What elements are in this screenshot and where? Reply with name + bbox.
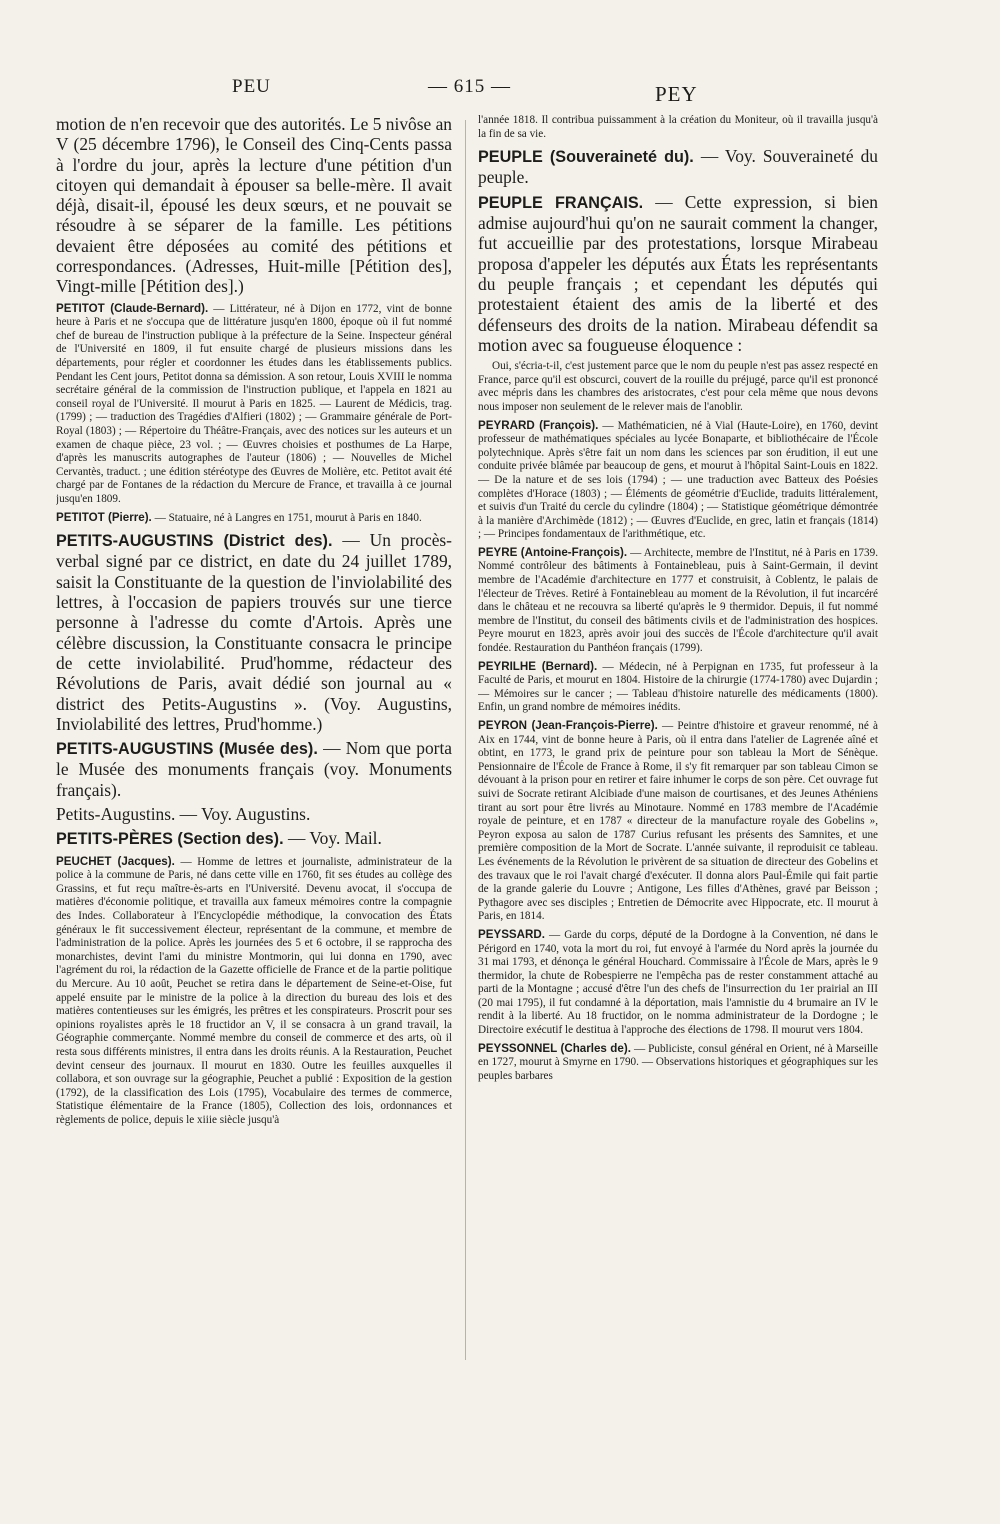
page-number: — 615 — <box>428 76 511 97</box>
dictionary-entry <box>56 828 452 849</box>
right-column <box>478 114 878 1384</box>
entry-text: — Voy. Souveraineté du peuple. <box>478 146 878 188</box>
dictionary-entry <box>478 192 878 355</box>
running-head-right: PEY <box>655 82 698 106</box>
entry-text: — Peintre d'histoire et graveur renommé, né à Aix en 1744, vint de bonne heure à Paris, où il entra dans l'atelier de Lagrenée aîné et obtint, en 1773, le grand prix de peinture pour son tableau la Mort de Sénèque. Pensionnaire de l'École de France à Rome, il s'y fit remarquer par son tableau Cimon se dévouant à la prison pour en retirer et faire inhumer le corps de son père. Cet ouvrage fut suivi de Socrate retirant Alcibiade d'une maison de courtisanes, et des Jeunes Athéniens tirant au sort pour être livrés au Minotaure. Nommé en 1783 membre de l'Académie royale de peinture, et en 1787 « directeur de la manufacture royale des Gobelins », Peyron exposa au salon de 1787 Curius refusant les présents des Samnites, et une première composition de la Mort de Socrate. L'année suivante, il reproduisit ce tableau. Les événements de la Révolution le privèrent de sa situation de directeur des Gobelins et des travaux que le roi l'avait chargé d'exécuter. Il donna alors Paul-Émile qui fait partie de la grande galerie du Louvre ; Antigone, Les filles d'Athènes, gravé par Beisson ; Pythagore avec ses disciples ; Entretien de Démocrite avec Hippocrate, etc. Il mourut à Paris, en 1814. <box>478 720 878 923</box>
entry-text: — Voy. Mail. <box>287 828 382 849</box>
entry-headword: PETITOT (Pierre). <box>56 510 152 524</box>
entry-text: — Statuaire, né à Langres en 1751, mourut à Paris en 1840. <box>154 511 422 524</box>
entry-text: — Nom que porta le Musée des monuments français (voy. Monuments français). <box>56 738 452 800</box>
entry-headword: PEUPLE (Souveraineté du). <box>478 148 694 167</box>
entry-text: — Homme de lettres et journaliste, administrateur de la police à la commune de Paris, né dans cette ville en 1760, fit ses études au collège des Grassins, et fut reçu maître-ès-arts en l'Université. Devenu avocat, il s'occupa de matières d'économie politique, et travailla aux fameux mémoires contre la compagnie des Indes. Collaborateur à l'Encyclopédie méthodique, la convocation des États généraux le fit successivement électeur, représentant de la commune, et membre de l'administration de la police. Après les journées des 5 et 6 octobre, il se rapprocha des monarchistes, devint l'ami du ministre Montmorin, qui lui donna en 1790, avec l'agrément du roi, la rédaction de la Gazette officielle de France et de la partie politique du Mercure. Au 10 août, Peuchet se retira dans le département de Seine-et-Oise, fut appelé ensuite par le ministre de la police à la direction du bureau des lois et des matières contentieuses sur les émigrés, les prêtres et les conspirateurs. Proscrit pour ses opinions royalistes après le 18 fructidor an V, il se consacra à un grand travail, la Géographie commerçante. Nommé membre du conseil de commerce et des arts, où il resta sous différents ministres, il entra dans les droits réunis. A la Restauration, Peuchet devint censeur des journaux. Il mourut en 1830. Outre les feuilles auxquelles il collabora, et son ouvrage sur la géographie, Peuchet a publié : Exposition de la gestion (1792), de la classification des Lois (1795), Vocabulaire des termes de commerce, Statistique élémentaire de la France (1805), Collection des lois, ordonnances et règlements de police, depuis le xiiie siècle jusqu'à <box>56 855 452 1126</box>
entry-headword: PETITOT (Claude-Bernard). <box>56 301 209 315</box>
column-divider <box>465 120 466 1360</box>
entry-headword: PEYRE (Antoine-François). <box>478 545 628 559</box>
entry-headword: PEYRARD (François). <box>478 418 599 432</box>
entry-headword: PETITS-AUGUSTINS (Musée des). <box>56 740 318 759</box>
entry-text: l'année 1818. Il contribua puissamment à la création du Moniteur, où il travailla jusqu'à la fin de sa vie. <box>478 114 878 140</box>
entry-text: — Architecte, membre de l'Institut, né à Paris en 1739. Nommé contrôleur des bâtiments à Fontainebleau, puis à Saint-Germain, il devint membre de l'Académie d'architecture en 1777 et construisit, à Coblentz, le palais de l'électeur de Trèves. Retiré à Fontainebleau au moment de la Révolution, il fut incarcéré dans le château et ne recouvra sa liberté qu'après le 9 thermidor. Depuis, il fut nommé membre de l'Institut, du conseil des bâtiments civils et de l'administration des hospices. Peyre mourut en 1823, après avoir joui des succès de l'École d'architecture qu'il avait fondée. Restauration du Panthéon français (1799). <box>478 546 878 655</box>
entry-text: — Garde du corps, député de la Dordogne à la Convention, né dans le Périgord en 1740, vota la mort du roi, fut envoyé à l'armée du Nord après la journée du 31 mai 1793, et dénonça le général Houchard. Commissaire à l'École de Mars, après le 9 thermidor, la chute de Robespierre ne l'empêcha pas de rester constamment attaché au parti de la Montagne ; accusé d'être l'un des chefs de l'insurrection du 1er prairial an III (20 mai 1795), il fut condamné à la déportation, mais l'amnistie du 4 brumaire an IV le rendit à la liberté. Au 18 fructidor, on le nomma administrateur de la Dordogne ; le Directoire exécutif le destitua à l'approche des élections de 1798. Il mourut vers 1804. <box>478 928 878 1037</box>
dictionary-entry <box>56 511 452 526</box>
entry-headword: PEYRON (Jean-François-Pierre). <box>478 719 658 732</box>
dictionary-entry <box>56 738 452 800</box>
dictionary-entry <box>478 719 878 924</box>
entry-text: motion de n'en recevoir que des autorités. Le 5 nivôse an V (25 décembre 1796), le Conseil des Cinq-Cents passa à l'ordre du jour, après la lecture d'une pétition d'un citoyen qui demandait à épouser sa belle-mère. Il avait déjà, disait-il, épousé les deux sœurs, et ne pouvait se résoudre à se séparer de la famille. Les pétitions devaient être déposées au comité des pétitions et correspondances. (Adresses, Huit-mille [Pétition des], Vingt-mille [Pétition des].) <box>56 114 452 297</box>
entry-text: — Médecin, né à Perpignan en 1735, fut professeur à la Faculté de Paris, et mourut en 1804. Histoire de la chirurgie (1774-1780) avec Dujardin ; — Mémoires sur le cancer ; — Tableau d'histoire naturelle des médicaments (1800). Enfin, un grand nombre de mémoires inédits. <box>478 660 878 714</box>
dictionary-entry <box>478 660 878 715</box>
entry-text: — Mathématicien, né à Vial (Haute-Loire), en 1760, devint professeur de mathématiques spéciales au lycée Bonaparte, et bibliothécaire de l'École polytechnique. Après s'être fait un nom dans les sciences par son érudition, il eut une conduite privée blâmée par beaucoup de gens, et mourut à l'hôpital Saint-Louis en 1822. — De la nature et de ses lois (1794) ; — une traduction avec Batteux des Poésies complètes d'Horace (1803) ; — Éléments de géométrie d'Euclide, traduits littéralement, et suivis d'un Traité du cercle du cylindre (1804) ; — Statistique géométrique démontrée à la manière d'Archimède (1812) ; — Œuvres d'Euclide, en grec, latin et français (1814) ; — Principes fondamentaux de l'arithmétique, etc. <box>478 419 878 541</box>
entry-headword: PEUCHET (Jacques). <box>56 854 175 868</box>
entry-headword: PEYRILHE (Bernard). <box>478 659 598 673</box>
dictionary-entry <box>56 530 452 734</box>
dictionary-entry <box>478 928 878 1038</box>
text-paragraph <box>56 114 452 297</box>
text-paragraph <box>56 804 452 824</box>
dictionary-entry <box>56 855 452 1128</box>
dictionary-entry <box>478 146 878 188</box>
entry-text: — Cette expression, si bien admise aujourd'hui qu'on ne saurait comment la changer, fut accueillie par des protestations, lorsque Mirabeau proposa d'appeler les députés aux États les représentants du peuple français ; et cependant les députés qui protestaient étaient des amis de la liberté et des défenseurs des droits de la nation. Mirabeau défendit sa motion avec sa fougueuse éloquence : <box>478 191 878 355</box>
entry-headword: PETITS-AUGUSTINS (District des). <box>56 532 333 551</box>
entry-headword: PEYSSONNEL (Charles de). <box>478 1041 631 1055</box>
dictionary-entry <box>478 546 878 656</box>
running-head-left: PEU <box>232 76 271 97</box>
quotation-paragraph <box>478 360 878 414</box>
entry-text: — Un procès-verbal signé par ce district, en date du 24 juillet 1789, saisit la Constituante de la question de l'inviolabilité des lettres, à l'occasion de papiers trouvés sur une tierce personne à l'adresse du comte d'Artois. Après une célèbre discussion, la Constituante consacra le principe de cette inviolabilité. Prud'homme, rédacteur des Révolutions de Paris, avait dédié son journal au « district des Petits-Augustins ». (Voy. Augustins, Inviolabilité des lettres, Prud'homme.) <box>56 530 452 734</box>
entry-headword: PEYSSARD. <box>478 927 546 941</box>
dictionary-entry <box>56 302 452 507</box>
entry-text: Oui, s'écria-t-il, c'est justement parce que le nom du peuple n'est pas assez respecté en France, parce qu'il est obscurci, couvert de la rouille du préjugé, parce qu'il est prononcé avec mépris dans les chambres des aristocrates, c'est pour cela même que nous devons nous imposer non seulement de le relever mais de l'anoblir. <box>478 360 878 413</box>
entry-headword: PEUPLE FRANÇAIS. <box>478 193 644 212</box>
entry-text: Petits-Augustins. — Voy. Augustins. <box>56 804 311 825</box>
left-column <box>56 114 452 1364</box>
entry-text: — Littérateur, né à Dijon en 1772, vint de bonne heure à Paris et ne s'occupa que de littérature jusqu'en 1800, époque où il fut nommé chef de bureau de l'instruction publique à la préfecture de la Seine. Inspecteur général de l'Université en 1809, il fut ensuite chargé de plusieurs missions dans les départements, pour régler et coordonner les études dans les établissements publics. Pendant les Cent jours, Petitot donna sa démission. A son retour, Louis XVIII le nomma secrétaire général de la commission de l'instruction publique, et l'appela en 1821 au conseil royal de l'Université. Il mourut à Paris en 1825. — Laurent de Médicis, trag. (1799) ; — traduction des Tragédies d'Alfieri (1802) ; — Grammaire générale de Port-Royal (1803) ; — Répertoire du Théâtre-Français, avec des notices sur les auteurs et un examen de chaque pièce, 23 vol. ; — Œuvres choisies et posthumes de La Harpe, d'après les manuscrits autographes de l'auteur (1806) ; — Nouvelles de Michel Cervantès, traduct. ; une édition stéréotype des Œuvres de Molière, etc. Petitot avait été chargé par de Fontanes de la rédaction du Mercure de France, et travailla à ce journal jusqu'en 1809. <box>56 302 452 505</box>
dictionary-entry <box>478 1042 878 1084</box>
dictionary-entry <box>478 419 878 542</box>
entry-text: — Publiciste, consul général en Orient, né à Marseille en 1727, mourut à Smyrne en 1790. — Observations historiques et géographiques sur les peuples barbares <box>478 1042 878 1082</box>
entry-headword: PETITS-PÈRES (Section des). <box>56 830 284 849</box>
text-paragraph <box>478 114 878 141</box>
